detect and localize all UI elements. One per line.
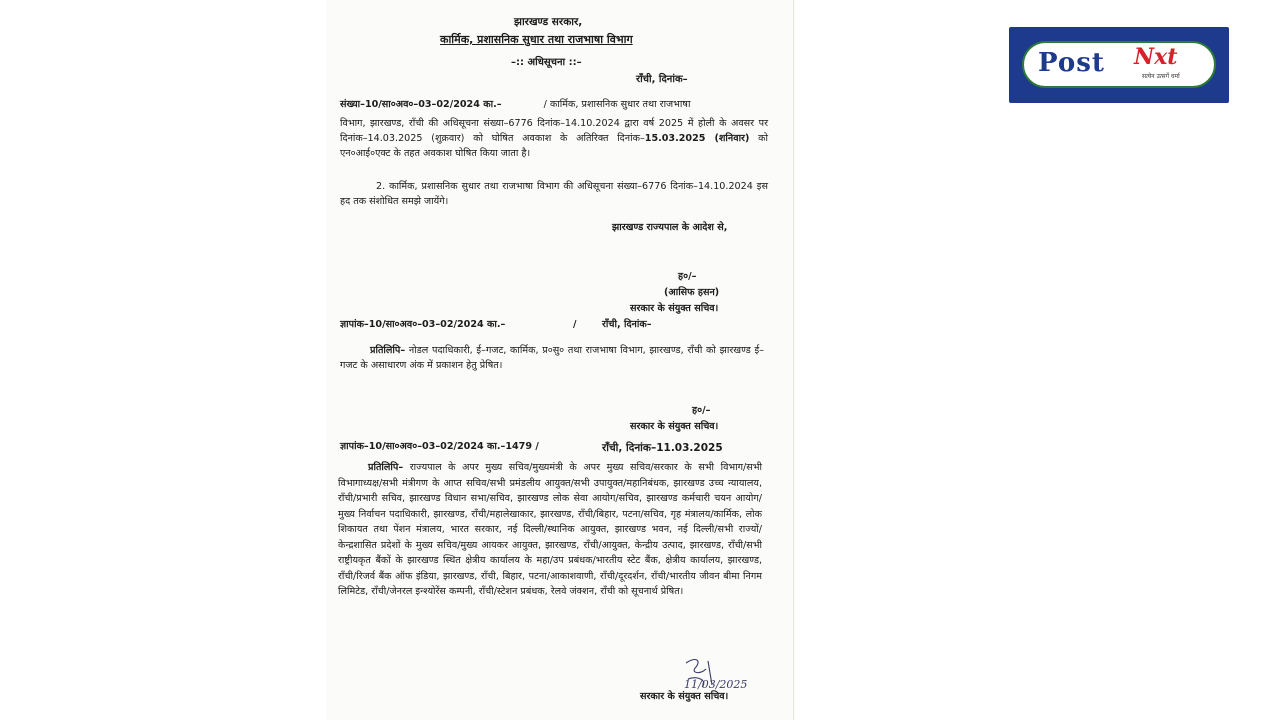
signed-mark-2: ह०/–	[692, 405, 711, 416]
notice-title: –:: अधिसूचना ::–	[511, 57, 582, 68]
memo-1-place-date: राँची, दिनांक–	[602, 319, 652, 330]
notice-body-text-2: को एन०आई०एक्ट के तहत अवकाश घोषित किया जाता है।	[340, 132, 768, 159]
memo-2-reference: ज्ञापांक–10/सा०अव०–03–02/2024 का.–1479 /	[340, 441, 539, 452]
signatory-name: (आसिफ हसन)	[664, 287, 720, 298]
notice-reference-line	[340, 98, 770, 113]
signed-mark-1: ह०/–	[678, 271, 697, 282]
page-edge	[793, 0, 794, 720]
notice-body-text: विभाग, झारखण्ड, राँची की अधिसूचना संख्या–6776 दिनांक–14.10.2024 द्वारा वर्ष 2025 में होली के अवसर पर दिनांक–14.03.2025 (शुक्रवार) को घोषित अवकाश के अतिरिक्त दिनांक–	[340, 118, 768, 144]
notice-reference: संख्या–10/सा०अव०–03–02/2024 का.–	[340, 99, 502, 110]
department-name: कार्मिक, प्रशासनिक सुधार तथा राजभाषा विभाग	[440, 33, 633, 46]
logo-badge	[1022, 41, 1216, 88]
memo-2-copy-text: राज्यपाल के अपर मुख्य सचिव/मुख्यमंत्री के अपर मुख्य सचिव/सरकार के सभी विभाग/सभी विभागाध्यक्ष/सभी मंत्रीगण के आप्त सचिव/सभी प्रमंडलीय आयुक्त/सभी उपायुक्त/महानिबंधक, झारखण्ड उच्च न्यायालय, राँची/प्रभारी सचिव, झारखण्ड विधान सभा/सचिव, झारखण्ड लोक सेवा आयोग/सचिव, झारखण्ड कर्मचारी चयन आयोग/मुख्य निर्वाचन पदाधिकारी, झारखण्ड, राँची/महालेखाकार, झारखण्ड, राँची/बिहार, पटना/सचिव, गृह मंत्रालय/कार्मिक, लोक शिकायत तथा पेंशन मंत्रालय, भारत सरकार, नई दिल्ली/स्थानिक आयुक्त, झारखण्ड भवन, नई दिल्ली/सभी राज्यों/केन्द्रशासित प्रदेशों के मुख्य सचिव/मुख्य आयकर आयुक्त, झारखण्ड, राँची/आयुक्त, केन्द्रीय उत्पाद, झारखण्ड, राँची/सभी राष्ट्रीयकृत बैंकों के झारखण्ड स्थित क्षेत्रीय कार्यालय के महा/उप प्रबंधक/भारतीय स्टेट बैंक, क्षेत्रीय कार्यालय, झारखण्ड, राँची/रिजर्व बैंक ऑफ इंडिया, झारखण्ड, राँची, बिहार, पटना/आकाशवाणी, राँची/दूरदर्शन, राँची/भारतीय जीवन बीमा निगम लिमिटेड, राँची/जेनरल इन्श्योरेंस कम्पनी, राँची/स्टेशन प्रबंधक, रेलवे जंक्शन, राँची को सूचनार्थ प्रेषित।	[338, 462, 762, 598]
signatory-designation-1: सरकार के संयुक्त सचिव।	[630, 303, 719, 314]
memo-1-copy	[340, 344, 764, 374]
notice-body	[340, 117, 768, 162]
governor-order-line: झारखण्ड राज्यपाल के आदेश से,	[612, 222, 728, 233]
memo-1-slash: /	[573, 319, 577, 330]
memo-2-place-date: राँची, दिनांक–11.03.2025	[602, 442, 723, 454]
signatory-designation-2: सरकार के संयुक्त सचिव।	[630, 421, 719, 432]
memo-2-copy	[338, 460, 762, 600]
memo-2-copy-label: प्रतिलिपि–	[368, 462, 404, 473]
logo-tagline: सत्येन उत्सर्गे धर्मा	[1142, 73, 1180, 80]
notification-document	[326, 0, 796, 720]
logo-nxt-text: Nxt	[1134, 44, 1178, 70]
notice-place-date: राँची, दिनांक–	[636, 74, 688, 85]
government-name: झारखण्ड सरकार,	[514, 16, 583, 28]
handwritten-date: 11/03/2025	[684, 678, 748, 691]
holiday-date: 15.03.2025 (शनिवार)	[644, 132, 750, 144]
memo-1-copy-text: नोडल पदाधिकारी, ई–गजट, कार्मिक, प्र०सु० तथा राजभाषा विभाग, झारखण्ड, राँची को झारखण्ड ई–गजट के असाधारण अंक में प्रकाशन हेतु प्रेषित।	[340, 345, 764, 371]
postnxt-logo	[1009, 27, 1229, 103]
logo-post-text: Post	[1038, 48, 1105, 78]
notice-point-2: 2. कार्मिक, प्रशासनिक सुधार तथा राजभाषा विभाग की अधिसूचना संख्या–6776 दिनांक–14.10.2024 इस हद तक संशोधित समझे जायेंगे।	[340, 181, 768, 207]
notice-reference-tail: / कार्मिक, प्रशासनिक सुधार तथा राजभाषा	[543, 99, 691, 110]
memo-1-reference: ज्ञापांक–10/सा०अव०–03–02/2024 का.–	[340, 319, 506, 330]
signatory-designation-3: सरकार के संयुक्त सचिव।	[640, 691, 729, 702]
memo-1-copy-label: प्रतिलिपि–	[370, 345, 406, 356]
